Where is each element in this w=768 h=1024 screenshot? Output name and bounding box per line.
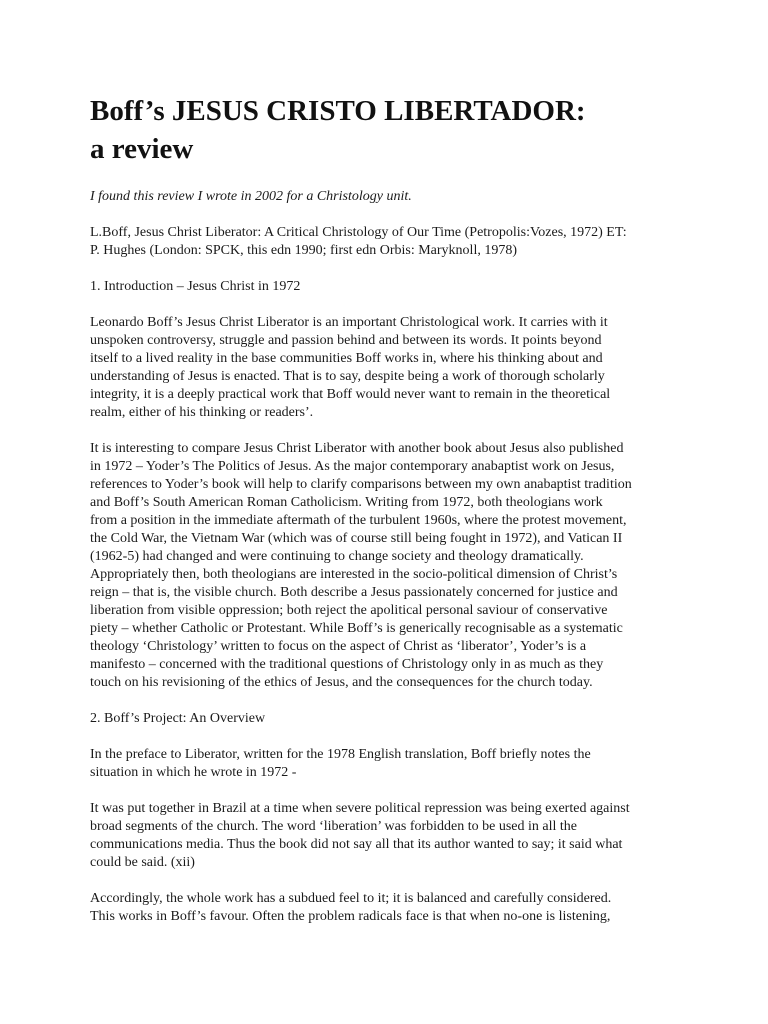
paragraph-line: from a position in the immediate aftermath of the turbulent 1960s, where the protest movement,: [90, 513, 627, 528]
citation-line: L.Boff, Jesus Christ Liberator: A Critical Christology of Our Time (Petropolis:Vozes, 1972) ET:: [90, 225, 627, 240]
document-page: [90, 92, 690, 926]
paragraph-line: (1962-5) had changed and were continuing to change society and theology dramatically.: [90, 549, 584, 564]
quote-line: communications media. Thus the book did not say all that its author wanted to say; it said what: [90, 837, 623, 852]
title-line-2: a review: [90, 133, 194, 165]
paragraph-3: [90, 746, 690, 782]
paragraph-line: unspoken controversy, struggle and passion behind and between its words. It points beyond: [90, 333, 602, 348]
paragraph-line: the Cold War, the Vietnam War (which was of course still being fought in 1972), and Vatican II: [90, 531, 623, 546]
paragraph-line: This works in Boff’s favour. Often the problem radicals face is that when no-one is listening,: [90, 909, 611, 924]
section-heading-overview: 2. Boff’s Project: An Overview: [90, 711, 266, 726]
paragraph-line: situation in which he wrote in 1972 -: [90, 765, 297, 780]
paragraph-line: manifesto – concerned with the traditional questions of Christology only in as much as they: [90, 657, 604, 672]
quote-line: It was put together in Brazil at a time when severe political repression was being exerted against: [90, 801, 630, 816]
paragraph-line: theology ‘Christology’ written to focus on the aspect of Christ as ‘liberator’, Yoder’s is a: [90, 639, 587, 654]
paragraph-line: understanding of Jesus is enacted. That is to say, despite being a work of thorough scholarly: [90, 369, 605, 384]
block-quote: [90, 800, 690, 872]
citation: [90, 224, 690, 260]
paragraph-line: piety – whether Catholic or Protestant. While Boff’s is generically recognisable as a systematic: [90, 621, 623, 636]
paragraph-line: In the preface to Liberator, written for the 1978 English translation, Boff briefly notes the: [90, 747, 591, 762]
paragraph-line: integrity, it is a deeply practical work that Boff would never want to remain in the theoretical: [90, 387, 611, 402]
citation-line: P. Hughes (London: SPCK, this edn 1990; first edn Orbis: Maryknoll, 1978): [90, 243, 517, 258]
paragraph-line: liberation from visible oppression; both reject the apolitical personal saviour of conservative: [90, 603, 608, 618]
paragraph-2: [90, 440, 690, 692]
paragraph-4: [90, 890, 690, 926]
paragraph-line: realm, either of his thinking or readers’.: [90, 405, 314, 420]
paragraph-line: references to Yoder’s book will help to clarify comparisons between my own anabaptist tradition: [90, 477, 632, 492]
paragraph-1: [90, 314, 690, 422]
paragraph-line: touch on his revisioning of the ethics of Jesus, and the consequences for the church today.: [90, 675, 593, 690]
paragraph-line: Accordingly, the whole work has a subdued feel to it; it is balanced and carefully considered.: [90, 891, 612, 906]
paragraph-line: in 1972 – Yoder’s The Politics of Jesus. As the major contemporary anabaptist work on Jesus,: [90, 459, 615, 474]
paragraph-line: itself to a lived reality in the base communities Boff works in, where his thinking about and: [90, 351, 603, 366]
paragraph-line: Leonardo Boff’s Jesus Christ Liberator is an important Christological work. It carries with it: [90, 315, 608, 330]
quote-line: could be said. (xii): [90, 855, 195, 870]
paragraph-line: Appropriately then, both theologians are interested in the socio-political dimension of Christ’s: [90, 567, 618, 582]
intro-note: I found this review I wrote in 2002 for a Christology unit.: [90, 189, 412, 204]
paragraph-line: It is interesting to compare Jesus Christ Liberator with another book about Jesus also published: [90, 441, 624, 456]
quote-line: broad segments of the church. The word ‘liberation’ was forbidden to be used in all the: [90, 819, 578, 834]
document-title: [90, 92, 690, 168]
section-heading-introduction: 1. Introduction – Jesus Christ in 1972: [90, 279, 301, 294]
paragraph-line: and Boff’s South American Roman Catholicism. Writing from 1972, both theologians work: [90, 495, 603, 510]
title-line-1: Boff’s JESUS CRISTO LIBERTADOR:: [90, 95, 586, 127]
paragraph-line: reign – that is, the visible church. Both describe a Jesus passionately concerned for justice and: [90, 585, 618, 600]
